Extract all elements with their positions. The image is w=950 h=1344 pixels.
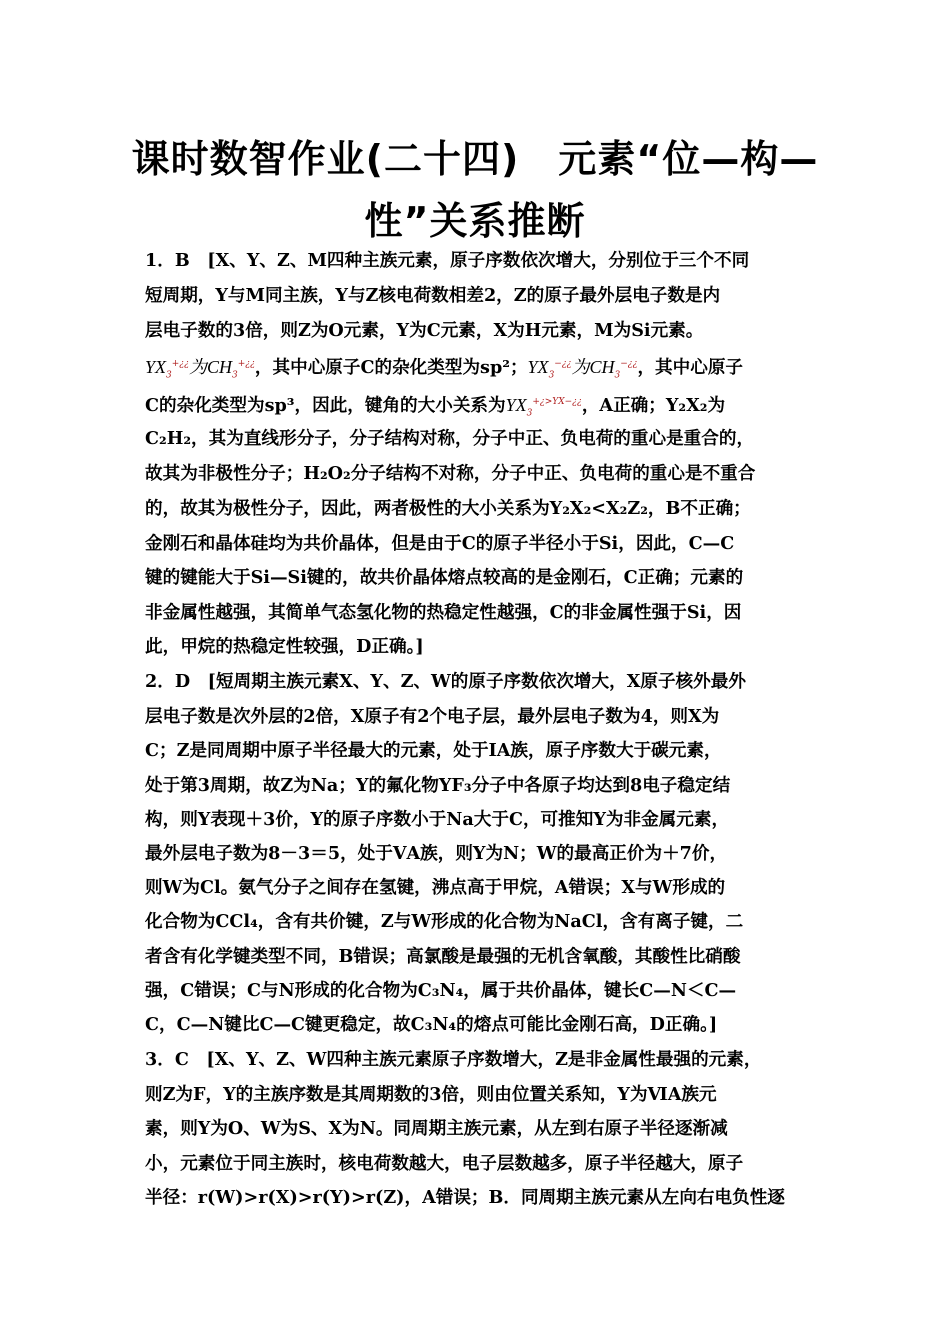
formula-yx3: YX (145, 356, 167, 377)
text-line: C₂H₂，其为直线形分子，分子结构对称，分子中正、负电荷的重心是重合的， (145, 428, 755, 449)
text-line: 3．C [X、Y、Z、W四种主族元素原子序数增大，Z是非金属性最强的元素， (145, 1049, 762, 1070)
text-line: 键的键能大于Si—Si键的，故共价晶体熔点较高的是金刚石，C正确；元素的 (145, 567, 744, 588)
formula-superscript: −¿¿ (620, 359, 638, 369)
formula-superscript: −¿¿ (554, 359, 572, 369)
formula-ch3-minus: 为CH (571, 356, 615, 377)
formula-subscript: 3 (614, 370, 621, 381)
formula-superscript: +¿¿ (237, 359, 255, 369)
text-line: 强，C错误；C与N形成的化合物为C₃N₄，属于共价晶体，键长C—N＜C— (145, 980, 737, 1001)
page-title-line-1: 课时数智作业(二十四) 元素“位—构— (131, 137, 819, 181)
formula-superscript: +¿>YX (532, 397, 565, 407)
text-line: 层电子数的3倍，则Z为O元素，Y为C元素，X为H元素，M为Si元素。 (145, 320, 704, 341)
text-line: 金刚石和晶体硅均为共价晶体，但是由于C的原子半径小于Si，因此，C—C (145, 533, 735, 554)
text-line: 2．D [短周期主族元素X、Y、Z、W的原子序数依次增大，X原子核外最外 (145, 671, 746, 692)
text-line: 非金属性越强，其简单气态氢化物的热稳定性越强，C的非金属性强于Si，因 (145, 602, 742, 623)
text-line: C，C—N键比C—C键更稳定，故C₃N₄的熔点可能比金刚石高，D正确。] (145, 1014, 718, 1035)
formula-yx3-minus: YX (527, 356, 549, 377)
formula-subscript: 3 (166, 370, 172, 381)
formula-subscript: 3 (526, 408, 533, 419)
formula-superscript: −¿¿ (564, 397, 582, 407)
text-line: 素，则Y为O、W为S、X为N。同周期主族元素，从左到右原子半径逐渐减 (145, 1118, 728, 1139)
formula-line (145, 390, 810, 425)
text-line: 构，则Y表现＋3价，Y的原子序数小于Na大于C，可推知Y为非金属元素， (145, 809, 730, 830)
text-line: 1．B [X、Y、Z、M四种主族元素，原子序数依次增大，分别位于三个不同 (145, 250, 750, 271)
page-title-line-2: 性”关系推断 (364, 199, 586, 243)
text-line: 的，故其为极性分子，因此，两者极性的大小关系为Y₂X₂<X₂Z₂，B不正确； (145, 498, 751, 519)
text-line: 小，元素位于同主族时，核电荷数越大，电子层数越多，原子半径越大，原子 (145, 1153, 744, 1174)
text-line: C；Z是同周期中原子半径最大的元素，处于ⅠA族，原子序数大于碳元素， (145, 740, 722, 761)
text-line: 层电子数是次外层的2倍，X原子有2个电子层，最外层电子数为4，则X为 (145, 706, 720, 727)
text-line: 化合物为CCl₄，含有共价键，Z与W形成的化合物为NaCl，含有离子键，二 (145, 911, 744, 932)
formula-text: ，其中心原子C的杂化类型为sp²； (254, 356, 528, 378)
text-line: 者含有化学键类型不同，B错误；高氯酸是最强的无机含氧酸，其酸性比硝酸 (145, 946, 741, 967)
text-line: 此，甲烷的热稳定性较强，D正确。] (145, 636, 424, 657)
formula-line (145, 352, 810, 387)
text-line: 则W为Cl。氨气分子之间存在氢键，沸点高于甲烷，A错误；X与W形成的 (145, 877, 726, 898)
text-line: 短周期，Y与M同主族，Y与Z核电荷数相差2，Z的原子最外层电子数是内 (145, 285, 721, 306)
formula-subscript: 3 (231, 370, 238, 381)
text-line: 故其为非极性分子；H₂O₂分子结构不对称，分子中正、负电荷的重心是不重合 (145, 463, 756, 484)
formula-text: ，其中心原子 (637, 356, 744, 378)
text-line: 最外层电子数为8－3＝5，处于ⅤA族，则Y为N；W的最高正价为＋7价， (145, 843, 728, 864)
formula-subscript: 3 (548, 370, 555, 381)
formula-ch3: 为CH (188, 356, 232, 377)
formula-superscript: +¿¿ (171, 359, 189, 369)
text-line: 则Z为F，Y的主族序数是其周期数的3倍，则由位置关系知，Y为ⅥA族元 (145, 1084, 717, 1105)
text-line: 半径：r(W)>r(X)>r(Y)>r(Z)，A错误；B．同周期主族元素从左向右电负性逐 (145, 1187, 785, 1208)
text-line: C的杂化类型为sp³，因此，键角的大小关系为 (145, 394, 506, 416)
formula-yx3-compare: YX (505, 394, 527, 415)
text-line: 处于第3周期，故Z为Na；Y的氟化物YF₃分子中各原子均达到8电子稳定结 (145, 775, 731, 796)
formula-text: ，A正确；Y₂X₂为 (581, 394, 726, 416)
